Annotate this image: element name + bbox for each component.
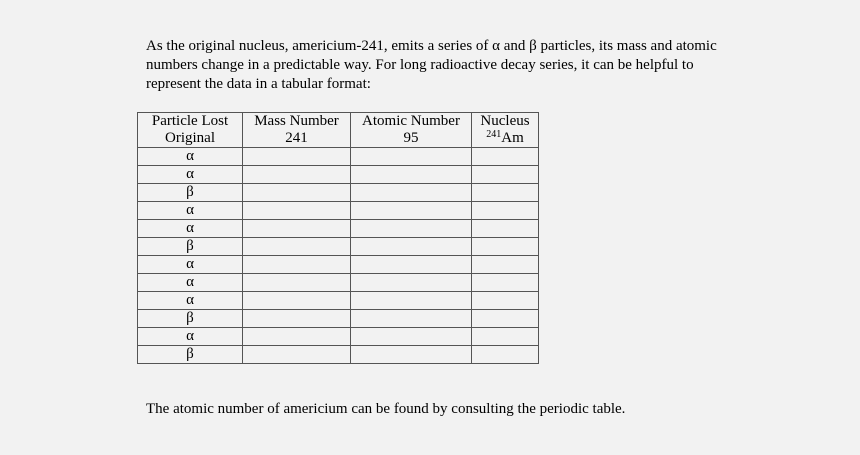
atomic-number-cell: [351, 256, 472, 274]
nucleus-cell: [472, 256, 539, 274]
closing-paragraph: The atomic number of americium can be found by consulting the periodic table.: [146, 401, 626, 417]
particle-cell: α: [138, 256, 243, 274]
table-header-row: [138, 113, 539, 131]
mass-number-cell: [243, 274, 351, 292]
mass-number-cell: [243, 256, 351, 274]
mass-number-cell: [243, 148, 351, 166]
mass-number-cell: [243, 220, 351, 238]
mass-number-cell: [243, 328, 351, 346]
table-row: [138, 166, 539, 184]
nucleus-cell: [472, 292, 539, 310]
mass-number-cell: [243, 292, 351, 310]
atomic-number-cell: [351, 274, 472, 292]
particle-cell: α: [138, 292, 243, 310]
nucleus-cell: [472, 148, 539, 166]
table-row: [138, 328, 539, 346]
atomic-number-cell: [351, 310, 472, 328]
table-row: [138, 346, 539, 364]
atomic-number-cell: [351, 202, 472, 220]
mass-number-cell: [243, 166, 351, 184]
atomic-number-cell: [351, 346, 472, 364]
table-row: [138, 220, 539, 238]
header-atomic-number: Atomic Number: [351, 113, 472, 131]
original-mass-number: 241: [243, 130, 351, 148]
mass-number-cell: [243, 184, 351, 202]
atomic-number-cell: [351, 166, 472, 184]
table-row: [138, 184, 539, 202]
mass-number-cell: [243, 346, 351, 364]
nucleus-cell: [472, 220, 539, 238]
nucleus-cell: [472, 310, 539, 328]
table-row: [138, 238, 539, 256]
atomic-number-cell: [351, 328, 472, 346]
table-row: [138, 202, 539, 220]
header-particle-lost: Particle Lost: [138, 113, 243, 131]
original-nucleus: [472, 130, 539, 148]
table-row: [138, 148, 539, 166]
nucleus-cell: [472, 184, 539, 202]
nucleus-cell: [472, 328, 539, 346]
particle-cell: β: [138, 346, 243, 364]
atomic-number-cell: [351, 220, 472, 238]
decay-series-table: [137, 112, 539, 364]
particle-cell: α: [138, 274, 243, 292]
mass-number-cell: [243, 310, 351, 328]
particle-cell: α: [138, 328, 243, 346]
table-row: [138, 292, 539, 310]
atomic-number-cell: [351, 184, 472, 202]
nucleus-cell: [472, 166, 539, 184]
nucleus-mass-superscript: 241: [486, 129, 502, 140]
particle-cell: α: [138, 202, 243, 220]
particle-cell: β: [138, 310, 243, 328]
particle-cell: α: [138, 166, 243, 184]
particle-cell: β: [138, 238, 243, 256]
nucleus-cell: [472, 274, 539, 292]
atomic-number-cell: [351, 238, 472, 256]
header-nucleus: Nucleus: [472, 113, 539, 131]
table-row: [138, 310, 539, 328]
mass-number-cell: [243, 202, 351, 220]
particle-cell: β: [138, 184, 243, 202]
nucleus-cell: [472, 202, 539, 220]
original-label: Original: [138, 130, 243, 148]
header-mass-number: Mass Number: [243, 113, 351, 131]
nucleus-cell: [472, 238, 539, 256]
table-row: [138, 274, 539, 292]
nucleus-symbol: Am: [501, 130, 524, 146]
particle-cell: α: [138, 148, 243, 166]
atomic-number-cell: [351, 292, 472, 310]
intro-paragraph: As the original nucleus, americium-241, emits a series of α and β particles, its mass and atomic numbers change in a predictable way. For long radioactive decay series, it can be helpful to represent the data in a tabular format:: [146, 38, 717, 92]
original-atomic-number: 95: [351, 130, 472, 148]
mass-number-cell: [243, 238, 351, 256]
atomic-number-cell: [351, 148, 472, 166]
original-row: [138, 130, 539, 148]
table-row: [138, 256, 539, 274]
nucleus-cell: [472, 346, 539, 364]
particle-cell: α: [138, 220, 243, 238]
